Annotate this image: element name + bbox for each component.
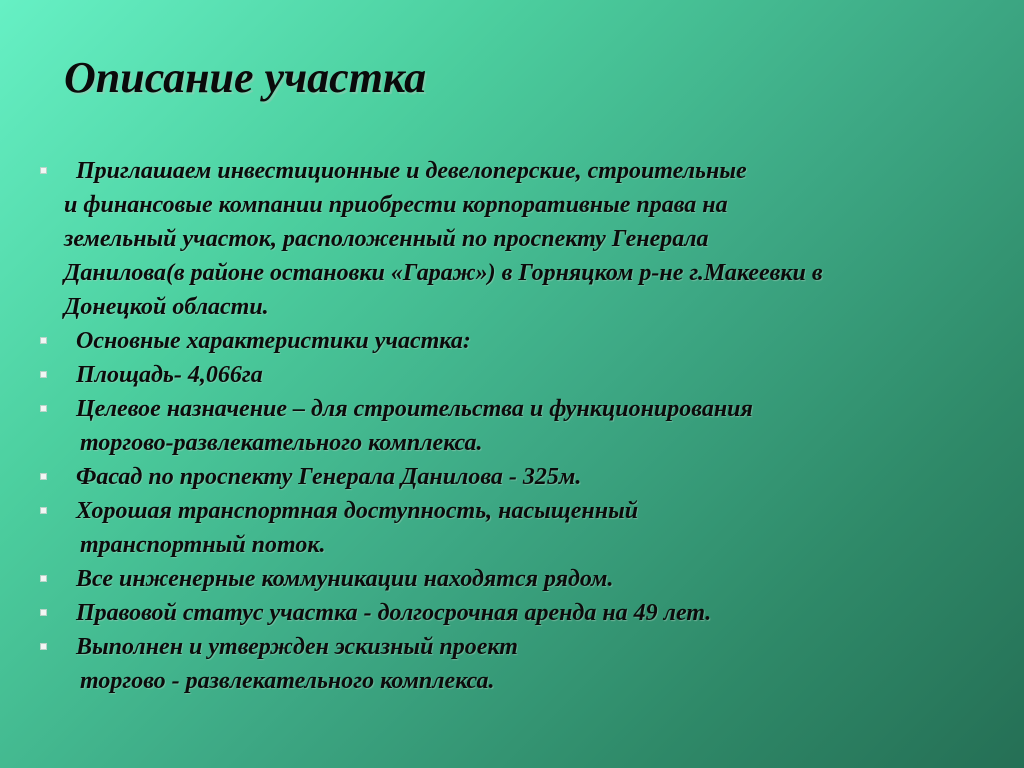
bullet-item-area <box>36 358 1006 392</box>
bullet-marker-icon <box>40 609 47 616</box>
bullet-item-transport <box>36 494 1006 562</box>
bullet-line: Хорошая транспортная доступность, насыщенный <box>76 498 639 524</box>
bullet-item-facade <box>36 460 1006 494</box>
bullet-line: Данилова(в районе остановки «Гараж») в Горняцком р-не г.Макеевки в <box>64 260 823 286</box>
bullet-list <box>36 154 1006 698</box>
slide-title: Описание участка <box>64 53 427 102</box>
bullet-item-legal-status <box>36 596 1006 630</box>
bullet-marker-icon <box>40 575 47 582</box>
bullet-item-characteristics <box>36 324 1006 358</box>
bullet-line: Выполнен и утвержден эскизный проект <box>76 634 518 660</box>
bullet-item-purpose <box>36 392 1006 460</box>
bullet-marker-icon <box>40 473 47 480</box>
bullet-line: Площадь- 4,066га <box>76 362 263 388</box>
bullet-line: торгово - развлекательного комплекса. <box>80 668 495 694</box>
bullet-line: торгово-развлекательного комплекса. <box>80 430 483 456</box>
bullet-item-project <box>36 630 1006 698</box>
bullet-line: Основные характеристики участка: <box>76 328 471 354</box>
bullet-item-invitation <box>36 154 1006 324</box>
bullet-marker-icon <box>40 371 47 378</box>
bullet-marker-icon <box>40 507 47 514</box>
bullet-marker-icon <box>40 405 47 412</box>
bullet-marker-icon <box>40 337 47 344</box>
bullet-item-utilities <box>36 562 1006 596</box>
bullet-line: Правовой статус участка - долгосрочная аренда на 49 лет. <box>76 600 712 626</box>
bullet-line: и финансовые компании приобрести корпоративные права на <box>64 192 728 218</box>
bullet-marker-icon <box>40 643 47 650</box>
bullet-line: Донецкой области. <box>64 294 269 320</box>
bullet-line: транспортный поток. <box>80 532 326 558</box>
bullet-marker-icon <box>40 167 47 174</box>
bullet-line: земельный участок, расположенный по проспекту Генерала <box>64 226 709 252</box>
bullet-line: Приглашаем инвестиционные и девелоперские, строительные <box>76 158 747 184</box>
bullet-line: Фасад по проспекту Генерала Данилова - 325м. <box>76 464 582 490</box>
bullet-line: Все инженерные коммуникации находятся рядом. <box>76 566 614 592</box>
bullet-line: Целевое назначение – для строительства и функционирования <box>76 396 753 422</box>
